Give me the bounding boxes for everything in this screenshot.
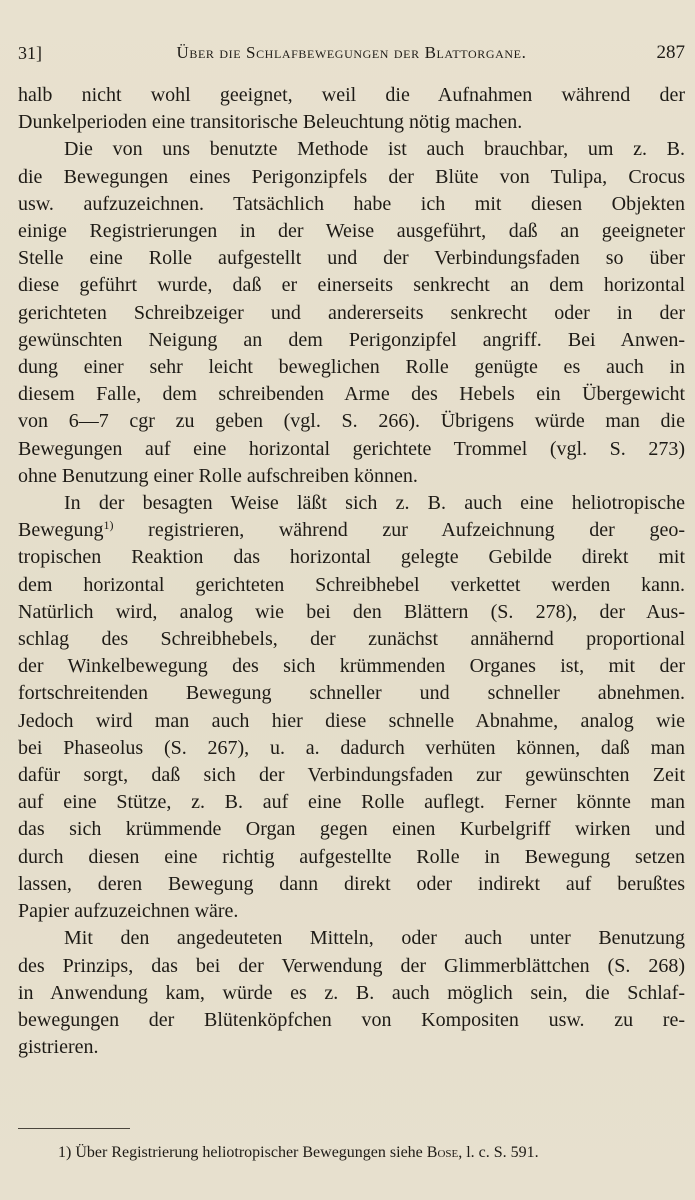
- footnote-marker: 1): [58, 1144, 72, 1161]
- footnote-line-rest: registrieren, während zur Aufzeichnung der geo-: [148, 519, 685, 542]
- footnote-reference[interactable]: 1): [103, 518, 114, 533]
- text-line: einige Registrierungen in der Weise ausgeführt, daß an geeigneter: [18, 220, 685, 243]
- text-line: fortschreitenden Bewegung schneller und schneller abnehmen.: [18, 682, 685, 705]
- text-line: In der besagten Weise läßt sich z. B. auch eine heliotropische: [64, 492, 685, 515]
- text-line: Bewegungen auf eine horizontal gerichtete Trommel (vgl. S. 273): [18, 437, 685, 460]
- text-line: gewünschten Neigung an dem Perigonzipfel angriff. Bei Anwen-: [18, 328, 685, 351]
- text-line: auf eine Stütze, z. B. auf eine Rolle auflegt. Ferner könnte man: [18, 791, 685, 814]
- text-line: Stelle eine Rolle aufgestellt und der Verbindungsfaden so über: [18, 247, 685, 270]
- paragraph-2: [18, 136, 685, 490]
- text-line: Jedoch wird man auch hier diese schnelle Abnahme, analog wie: [18, 709, 685, 732]
- text-line: dafür sorgt, daß sich der Verbindungsfaden zur gewünschten Zeit: [18, 764, 685, 787]
- footnote-author: Bose: [426, 1144, 459, 1161]
- text-line: diese geführt wurde, daß er einerseits senkrecht an dem horizontal: [18, 274, 685, 297]
- text-line: lassen, deren Bewegung dann direkt oder indirekt auf berußtes: [18, 872, 685, 895]
- text-line: Die von uns benutzte Methode ist auch brauchbar, um z. B.: [64, 138, 685, 161]
- paragraph-3: [18, 490, 685, 925]
- text-line: ohne Benutzung einer Rolle aufschreiben können.: [18, 464, 418, 487]
- text-line: bei Phaseolus (S. 267), u. a. dadurch verhüten können, daß man: [18, 736, 685, 759]
- footnote-anchor-word: Bewegung: [18, 519, 104, 542]
- body-text: [18, 82, 685, 1061]
- text-line: schlag des Schreibhebels, der zunächst annähernd proportional: [18, 628, 685, 651]
- paragraph-4: [18, 925, 685, 1061]
- footnote-divider: [18, 1128, 130, 1129]
- text-line-with-footnote: [18, 517, 685, 544]
- text-line: Mit den angedeuteten Mitteln, oder auch unter Benutzung: [64, 927, 685, 950]
- page-number: 287: [656, 42, 685, 63]
- text-line: diesem Falle, dem schreibenden Arme des Hebels ein Übergewicht: [18, 383, 685, 406]
- text-line: von 6—7 cgr zu geben (vgl. S. 266). Übrigens würde man die: [18, 410, 685, 433]
- text-line: durch diesen eine richtig aufgestellte Rolle in Bewegung setzen: [18, 845, 685, 868]
- text-line: Natürlich wird, analog wie bei den Blättern (S. 278), der Aus-: [18, 600, 685, 623]
- running-header: [18, 40, 685, 66]
- text-line: gistrieren.: [18, 1036, 99, 1059]
- text-line: der Winkelbewegung des sich krümmenden Organes ist, mit der: [18, 655, 685, 678]
- text-line: Dunkelperioden eine transitorische Beleuchtung nötig machen.: [18, 111, 523, 134]
- text-line: die Bewegungen eines Perigonzipfels der Blüte von Tulipa, Crocus: [18, 165, 685, 188]
- footnote-text: Über Registrierung heliotropischer Bewegungen siehe: [75, 1144, 423, 1161]
- text-line: das sich krümmende Organ gegen einen Kurbelgriff wirken und: [18, 818, 685, 841]
- chapter-title: Über die Schlafbewegungen der Blattorgane.: [176, 43, 527, 62]
- text-line: tropischen Reaktion das horizontal gelegte Gebilde direkt mit: [18, 546, 685, 569]
- text-line: gerichteten Schreibzeiger und andererseits senkrecht oder in der: [18, 301, 685, 324]
- text-line: dung einer sehr leicht beweglichen Rolle genügte es auch in: [18, 356, 685, 379]
- footnote-citation: , l. c. S. 591.: [458, 1144, 539, 1161]
- section-marker: 31]: [18, 43, 42, 63]
- text-line: usw. aufzuzeichnen. Tatsächlich habe ich mit diesen Objekten: [18, 192, 685, 215]
- text-line: bewegungen der Blütenköpfchen von Kompositen usw. zu re-: [18, 1008, 685, 1031]
- text-line: des Prinzips, das bei der Verwendung der Glimmerblättchen (S. 268): [18, 954, 685, 977]
- text-line: Papier aufzuzeichnen wäre.: [18, 900, 239, 923]
- paragraph-1: [18, 82, 685, 136]
- text-line: in Anwendung kam, würde es z. B. auch möglich sein, die Schlaf-: [18, 981, 685, 1004]
- footnote: [58, 1142, 539, 1164]
- text-line: halb nicht wohl geeignet, weil die Aufnahmen während der: [18, 84, 685, 106]
- text-line: dem horizontal gerichteten Schreibhebel verkettet werden kann.: [18, 573, 685, 596]
